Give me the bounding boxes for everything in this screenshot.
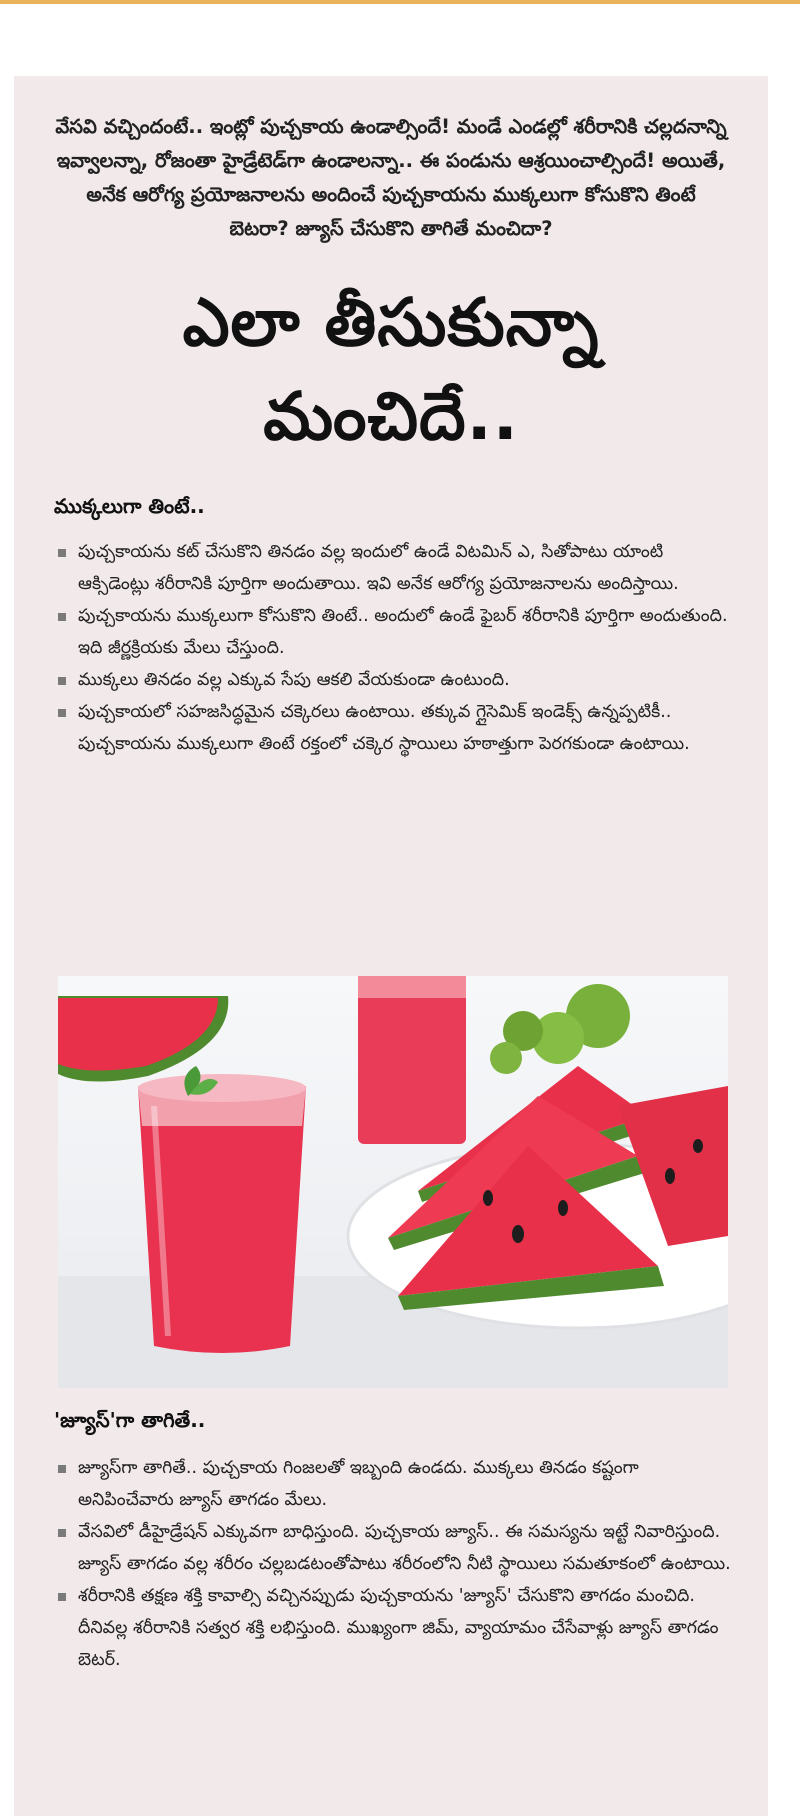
watermelon-slice-topleft [58, 998, 218, 1071]
juice-foam-back [358, 976, 466, 998]
grape [490, 1042, 522, 1074]
article-card [14, 76, 768, 1816]
juice-glass-back [358, 976, 466, 1144]
list-item: పుచ్చకాయలో సహజసిద్ధమైన చక్కెరలు ఉంటాయి. తక్కువ గ్లైసెమిక్ ఇండెక్స్ ఉన్నప్పటికీ.. పుచ్చకాయను ముక్కలుగా తింటే రక్తంలో చక్కెర స్థాయిలు హఠాత్తుగా పెరగకుండా ఉంటాయి. [54, 696, 734, 760]
top-accent-bar [0, 0, 800, 4]
section-title-pieces: ముక్కలుగా తింటే.. [54, 494, 205, 518]
list-item: ముక్కలు తినడం వల్ల ఎక్కువ సేపు ఆకలి వేయకుండా ఉంటుంది. [54, 664, 734, 696]
watermelon-seed [558, 1200, 568, 1216]
list-item: శరీరానికి తక్షణ శక్తి కావాల్సి వచ్చినప్పుడు పుచ్చకాయను 'జ్యూస్' చేసుకొని తాగడం మంచిది. దీనివల్ల శరీరానికి సత్వర శక్తి లభిస్తుంది. ముఖ్యంగా జిమ్, వ్యాయామం చేసేవాళ్లు జ్యూస్ తాగడం బెటర్. [54, 1580, 734, 1676]
pieces-bullet-list [54, 536, 734, 760]
list-item: పుచ్చకాయను కట్ చేసుకొని తినడం వల్ల ఇందులో ఉండే విటమిన్ ఎ, సితోపాటు యాంటి ఆక్సిడెంట్లు శరీరానికి పూర్తిగా అందుతాయి. ఇవి అనేక ఆరోగ్య ప్రయోజనాలను అందిస్తాయి. [54, 536, 734, 600]
list-item: పుచ్చకాయను ముక్కలుగా కోసుకొని తింటే.. అందులో ఉండే ఫైబర్ శరీరానికి పూర్తిగా అందుతుంది. ఇది జీర్ణక్రియకు మేలు చేస్తుంది. [54, 600, 734, 664]
juice-bullet-list [54, 1452, 734, 1676]
watermelon-seed [693, 1139, 703, 1153]
watermelon-seed [512, 1225, 524, 1243]
intro-paragraph: వేసవి వచ్చిందంటే.. ఇంట్లో పుచ్చకాయ ఉండాల్సిందే! మండే ఎండల్లో శరీరానికి చల్లదనాన్ని ఇవ్వాలన్నా, రోజంతా హైడ్రేటెడ్‌గా ఉండాలన్నా.. ఈ పండును ఆశ్రయించాల్సిందే! అయితే, అనేక ఆరోగ్య ప్రయోజనాలను అందించే పుచ్చకాయను ముక్కలుగా కోసుకొని తింటే బెటరా? జ్యూస్ చేసుకొని తాగితే మంచిదా? [55, 115, 727, 240]
watermelon-seed [483, 1190, 493, 1206]
watermelon-juice-illustration [58, 976, 728, 1388]
section-title-juice: 'జ్యూస్'గా తాగితే.. [54, 1408, 206, 1432]
list-item: వేసవిలో డీహైడ్రేషన్ ఎక్కువగా బాధిస్తుంది. పుచ్చకాయ జ్యూస్.. ఈ సమస్యను ఇట్టే నివారిస్తుంది. జ్యూస్ తాగడం వల్ల శరీరం చల్లబడటంతోపాటు శరీరంలోని నీటి స్థాయిలు సమతూకంలో ఉంటాయి. [54, 1516, 734, 1580]
watermelon-seed [665, 1168, 675, 1184]
list-item: జ్యూస్‌గా తాగితే.. పుచ్చకాయ గింజలతో ఇబ్బంది ఉండదు. ముక్కలు తినడం కష్టంగా అనిపించేవారు జ్యూస్ తాగడం మేలు. [54, 1452, 734, 1516]
headline-line-2: మంచిదే.. [263, 378, 519, 455]
juice-top [138, 1074, 306, 1102]
headline-line-1: ఎలా తీసుకున్నా [182, 284, 600, 361]
watermelon-juice-photo [58, 976, 728, 1388]
headline [34, 276, 748, 464]
